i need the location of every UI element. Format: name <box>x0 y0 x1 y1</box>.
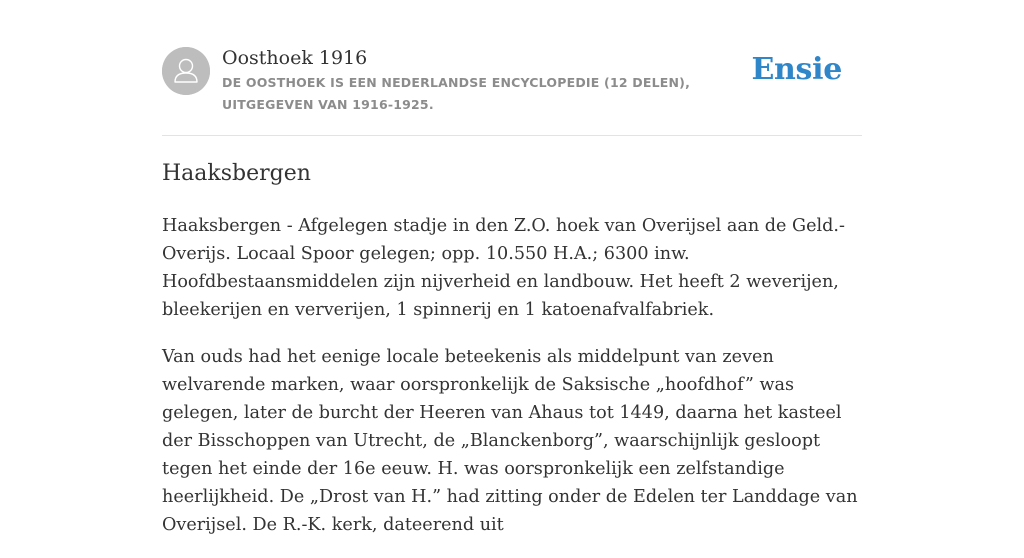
user-icon[interactable] <box>162 47 210 95</box>
article-title: Haaksbergen <box>162 161 311 186</box>
article-paragraph: Van ouds had het eenige locale beteekenis als middelpunt van zeven welvarende marken, waar oorspronkelijk de Saksische „hoofdhof” was gelegen, later de burcht der Heeren van Ahaus tot 1449, daarna het kasteel der Bisschoppen van Utrecht, de „Blanckenborg”, waarschijnlijk gesloopt tegen het einde der 16e eeuw. H. was oorspronkelijk een zelfstandige heerlijkheid. De „Drost van H.” had zitting onder de Edelen ter Landdage van Overijsel. De R.-K. kerk, dateerend uit <box>162 347 858 535</box>
article-paragraph: Haaksbergen - Afgelegen stadje in den Z.O. hoek van Overijsel aan de Geld.-Overijs. Locaal Spoor gelegen; opp. 10.550 H.A.; 6300 inw. Hoofdbestaansmiddelen zijn nijverheid en landbouw. Het heeft 2 weverijen, bleekerijen en ververijen, 1 spinnerij en 1 katoenafvalfabriek. <box>162 216 845 320</box>
source-header <box>162 46 862 118</box>
article-body <box>162 212 864 558</box>
source-title[interactable]: Oosthoek 1916 <box>222 47 368 69</box>
header-divider <box>162 135 862 136</box>
source-description: DE OOSTHOEK IS EEN NEDERLANDSE ENCYCLOPEDIE (12 DELEN), UITGEGEVEN VAN 1916-1925. <box>222 75 691 112</box>
ensie-logo[interactable]: Ensie <box>751 52 842 87</box>
